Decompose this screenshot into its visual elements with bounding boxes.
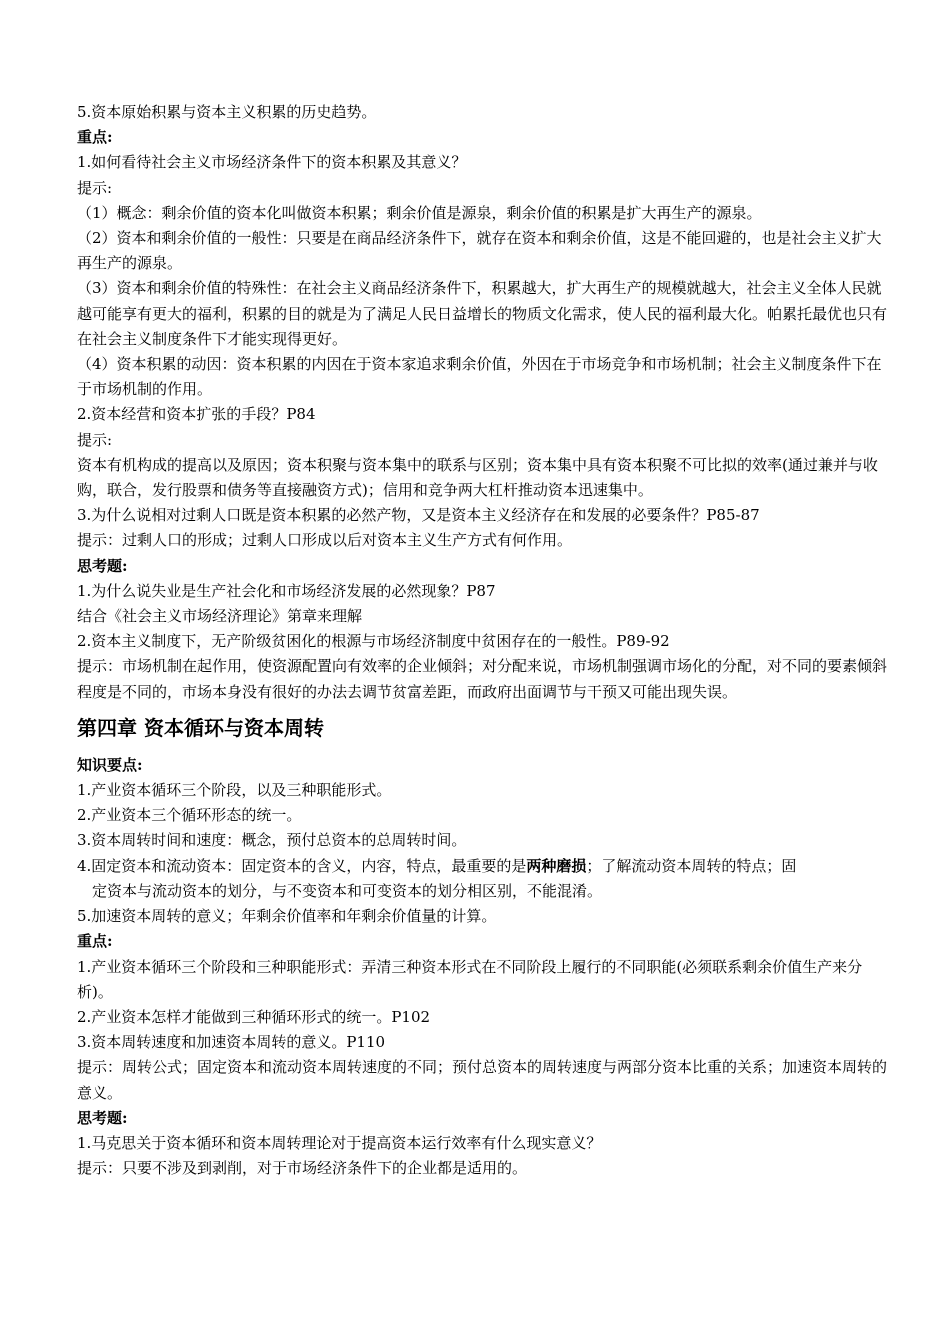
- thinking-note: 结合《社会主义市场经济理论》第章来理解: [77, 607, 363, 626]
- question-2: 2.资本经营和资本扩张的手段？P84: [77, 405, 316, 424]
- list-item: 5.资本原始积累与资本主义积累的历史趋势。: [77, 103, 377, 121]
- paragraph: （3）资本和剩余价值的特殊性：在社会主义商品经济条件下，积累越大，扩大再生产的规模就越大，社会主义全体人民就越可能享有更大的福利，积累的目的就是为了满足人民日益增长的物质文化需求，使人民的福利最大化。帕累托最优也只有在社会主义制度条件下才能实现得更好。: [77, 279, 888, 348]
- knowledge-item-4: [77, 854, 889, 879]
- hint-text: 提示：过剩人口的形成；过剩人口形成以后对资本主义生产方式有何作用。: [77, 531, 573, 550]
- knowledge-item-4-text-after: ；了解流动资本周转的特点；固: [586, 856, 797, 875]
- knowledge-item-4-continuation: 定资本与流动资本的划分，与不变资本和可变资本的划分相区别，不能混淆。: [92, 881, 603, 900]
- knowledge-item-2: 2.产业资本三个循环形态的统一。: [77, 806, 302, 825]
- hint-label: 提示:: [77, 430, 113, 449]
- section-heading-key-points: 重点:: [77, 128, 113, 147]
- question-1: 1.如何看待社会主义市场经济条件下的资本积累及其意义？: [77, 153, 467, 172]
- knowledge-item-1: 1.产业资本循环三个阶段，以及三种职能形式。: [77, 781, 392, 800]
- key-point-3: 3.资本周转速度和加速资本周转的意义。P110: [77, 1033, 386, 1052]
- question-3: 3.为什么说相对过剩人口既是资本积累的必然产物，又是资本主义经济存在和发展的必要条件？P85-87: [77, 506, 760, 525]
- hint-text: 提示：市场机制在起作用，使资源配置向有效率的企业倾斜；对分配来说，市场机制强调市场化的分配，对不同的要素倾斜程度是不同的，市场本身没有很好的办法去调节贫富差距，而政府出面调节与干预又可能出现失误。: [77, 657, 888, 701]
- document-page: [77, 100, 889, 1181]
- paragraph: （2）资本和剩余价值的一般性：只要是在商品经济条件下，就存在资本和剩余价值，这是不能回避的，也是社会主义扩大再生产的源泉。: [77, 229, 882, 273]
- knowledge-item-3: 3.资本周转时间和速度：概念，预付总资本的总周转时间。: [77, 831, 467, 850]
- section-heading-key-points: 重点:: [77, 932, 113, 951]
- section-heading-thinking-questions: 思考题:: [77, 1108, 128, 1127]
- section-heading-thinking-questions: 思考题:: [77, 556, 128, 575]
- thinking-question-2: 2.资本主义制度下，无产阶级贫困化的根源与市场经济制度中贫困存在的一般性。P89-92: [77, 632, 670, 651]
- paragraph: （4）资本积累的动因：资本积累的内因在于资本家追求剩余价值，外因在于市场竞争和市场机制；社会主义制度条件下在于市场机制的作用。: [77, 355, 882, 399]
- chapter-title: 第四章 资本循环与资本周转: [77, 715, 324, 740]
- paragraph: （1）概念：剩余价值的资本化叫做资本积累；剩余价值是源泉，剩余价值的积累是扩大再生产的源泉。: [77, 203, 762, 222]
- emphasis-two-kinds-of-wear: 两种磨损: [526, 856, 587, 875]
- key-point-1: 1.产业资本循环三个阶段和三种职能形式：弄清三种资本形式在不同阶段上履行的不同职能(必须联系剩余价值生产来分析)。: [77, 957, 863, 1001]
- knowledge-item-5: 5.加速资本周转的意义；年剩余价值率和年剩余价值量的计算。: [77, 907, 497, 926]
- thinking-question-1: 1.为什么说失业是生产社会化和市场经济发展的必然现象？P87: [77, 581, 496, 600]
- thinking-question-1: 1.马克思关于资本循环和资本周转理论对于提高资本运行效率有什么现实意义？: [77, 1133, 602, 1152]
- hint-text: 提示：周转公式；固定资本和流动资本周转速度的不同；预付总资本的周转速度与两部分资本比重的关系；加速资本周转的意义。: [77, 1058, 888, 1102]
- knowledge-item-4-text: 4.固定资本和流动资本：固定资本的含义，内容，特点，最重要的是: [77, 856, 527, 875]
- section-heading-knowledge-points: 知识要点:: [77, 755, 143, 774]
- hint-label: 提示:: [77, 178, 113, 197]
- hint-text: 提示：只要不涉及到剥削，对于市场经济条件下的企业都是适用的。: [77, 1159, 528, 1178]
- key-point-2: 2.产业资本怎样才能做到三种循环形式的统一。P102: [77, 1007, 431, 1026]
- paragraph: 资本有机构成的提高以及原因；资本积聚与资本集中的联系与区别；资本集中具有资本积聚不可比拟的效率(通过兼并与收购，联合，发行股票和债务等直接融资方式)；信用和竞争两大杠杆推动资本迅速集中。: [77, 455, 878, 500]
